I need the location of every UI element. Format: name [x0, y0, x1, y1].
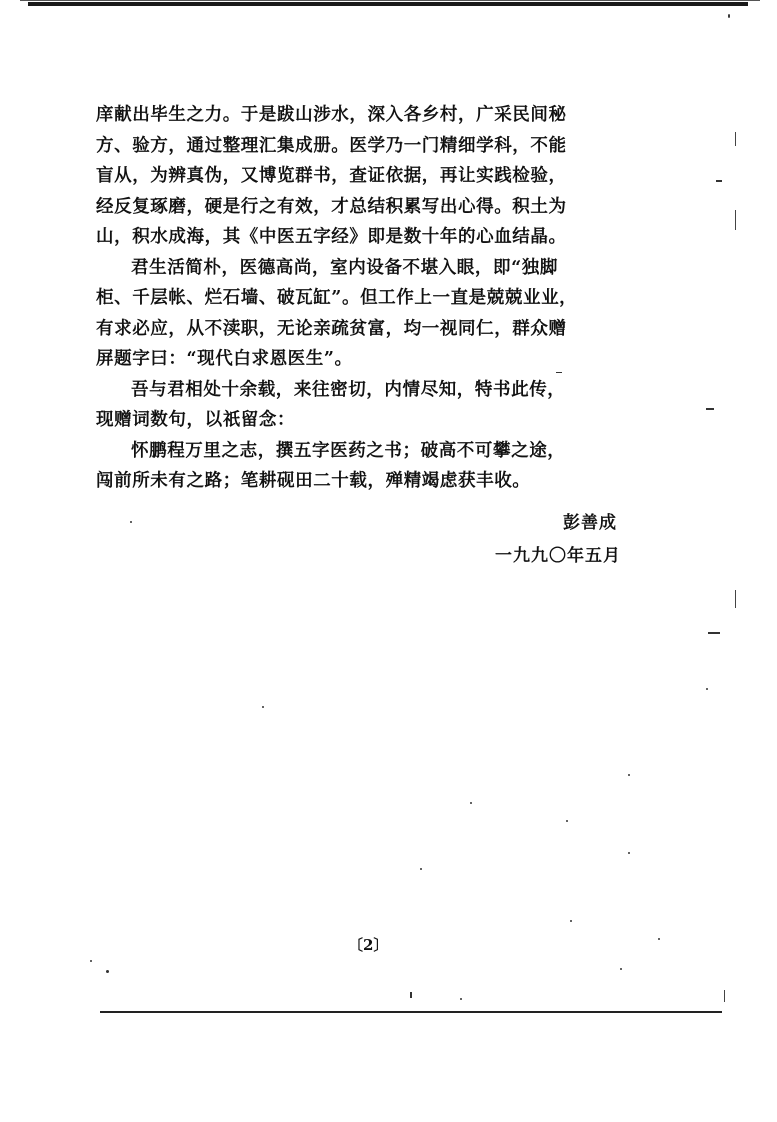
scan-speck: [628, 852, 630, 854]
text-line: 方、验方，通过整理汇集成册。医学乃一门精细学科，不能: [96, 135, 567, 156]
scan-speck: [728, 14, 730, 18]
text-line: 经反复琢磨，硬是行之有效，才总结积累写出心得。积土为: [96, 196, 567, 217]
scan-speck: [566, 820, 568, 822]
scan-speck: [716, 180, 722, 182]
text-line: 山，积水成海，其《中医五字经》即是数十年的心血结晶。: [96, 227, 567, 247]
scan-speck: [706, 688, 708, 690]
scan-speck: [706, 408, 714, 410]
paragraph-acquaintance: [96, 375, 636, 436]
scan-speck: [570, 920, 572, 922]
scan-speck: [620, 968, 622, 970]
text-line: 闯前所未有之路；笔耕砚田二十载，殚精竭虑获丰收。: [96, 471, 531, 491]
body-text: [96, 100, 636, 497]
text-line: 吾与君相处十余载，来往密切，内情尽知，特书此传，: [131, 379, 566, 400]
bottom-border: [100, 1011, 722, 1013]
text-line: 屏题字曰：“现代白求恩医生”。: [96, 349, 353, 369]
top-border-thin: [20, 0, 760, 1]
text-line: 现赠词数句，以祇留念：: [96, 410, 296, 430]
scan-speck: [658, 938, 660, 940]
paragraph-dedication-verse: [96, 436, 636, 497]
scan-edge-mark: [735, 210, 736, 230]
signature-date: 一九九〇年五月: [495, 546, 621, 566]
scan-speck: [628, 774, 630, 776]
scan-speck: [90, 960, 92, 962]
scan-edge-mark: [735, 590, 736, 608]
scan-edge-mark: [724, 990, 725, 1002]
scan-speck: [460, 998, 462, 1000]
paragraph-lifestyle: [96, 253, 636, 375]
scan-speck: [470, 802, 472, 804]
text-line: 君生活简朴，医德高尚，室内设备不堪入眼，即“独脚: [131, 257, 558, 278]
scan-speck: [420, 868, 422, 870]
scan-speck: [410, 992, 412, 998]
author-signature: 彭善成: [563, 513, 617, 533]
scan-speck: [130, 521, 132, 523]
page-number: 〔2〕: [348, 936, 389, 954]
scan-speck: [556, 372, 562, 373]
scan-speck: [262, 706, 264, 708]
text-line: 柜、千层帐、烂石墙、破瓦缸”。但工作上一直是兢兢业业，: [96, 288, 578, 308]
text-line: 庠献出毕生之力。于是跋山涉水，深入各乡村，广采民间秘: [96, 105, 567, 125]
top-border: [28, 2, 748, 6]
scan-speck: [708, 632, 720, 634]
text-line: 盲从，为辨真伪，又博览群书，查证依据，再让实践检验，: [96, 166, 567, 186]
paragraph-continuation: [96, 100, 636, 253]
scan-edge-mark: [735, 132, 736, 146]
scan-speck: [106, 970, 109, 973]
text-line: 有求必应，从不渎职，无论亲疏贫富，均一视同仁，群众赠: [96, 318, 567, 339]
text-line: 怀鹏程万里之志，撰五字医药之书；破高不可攀之途，: [131, 440, 566, 461]
